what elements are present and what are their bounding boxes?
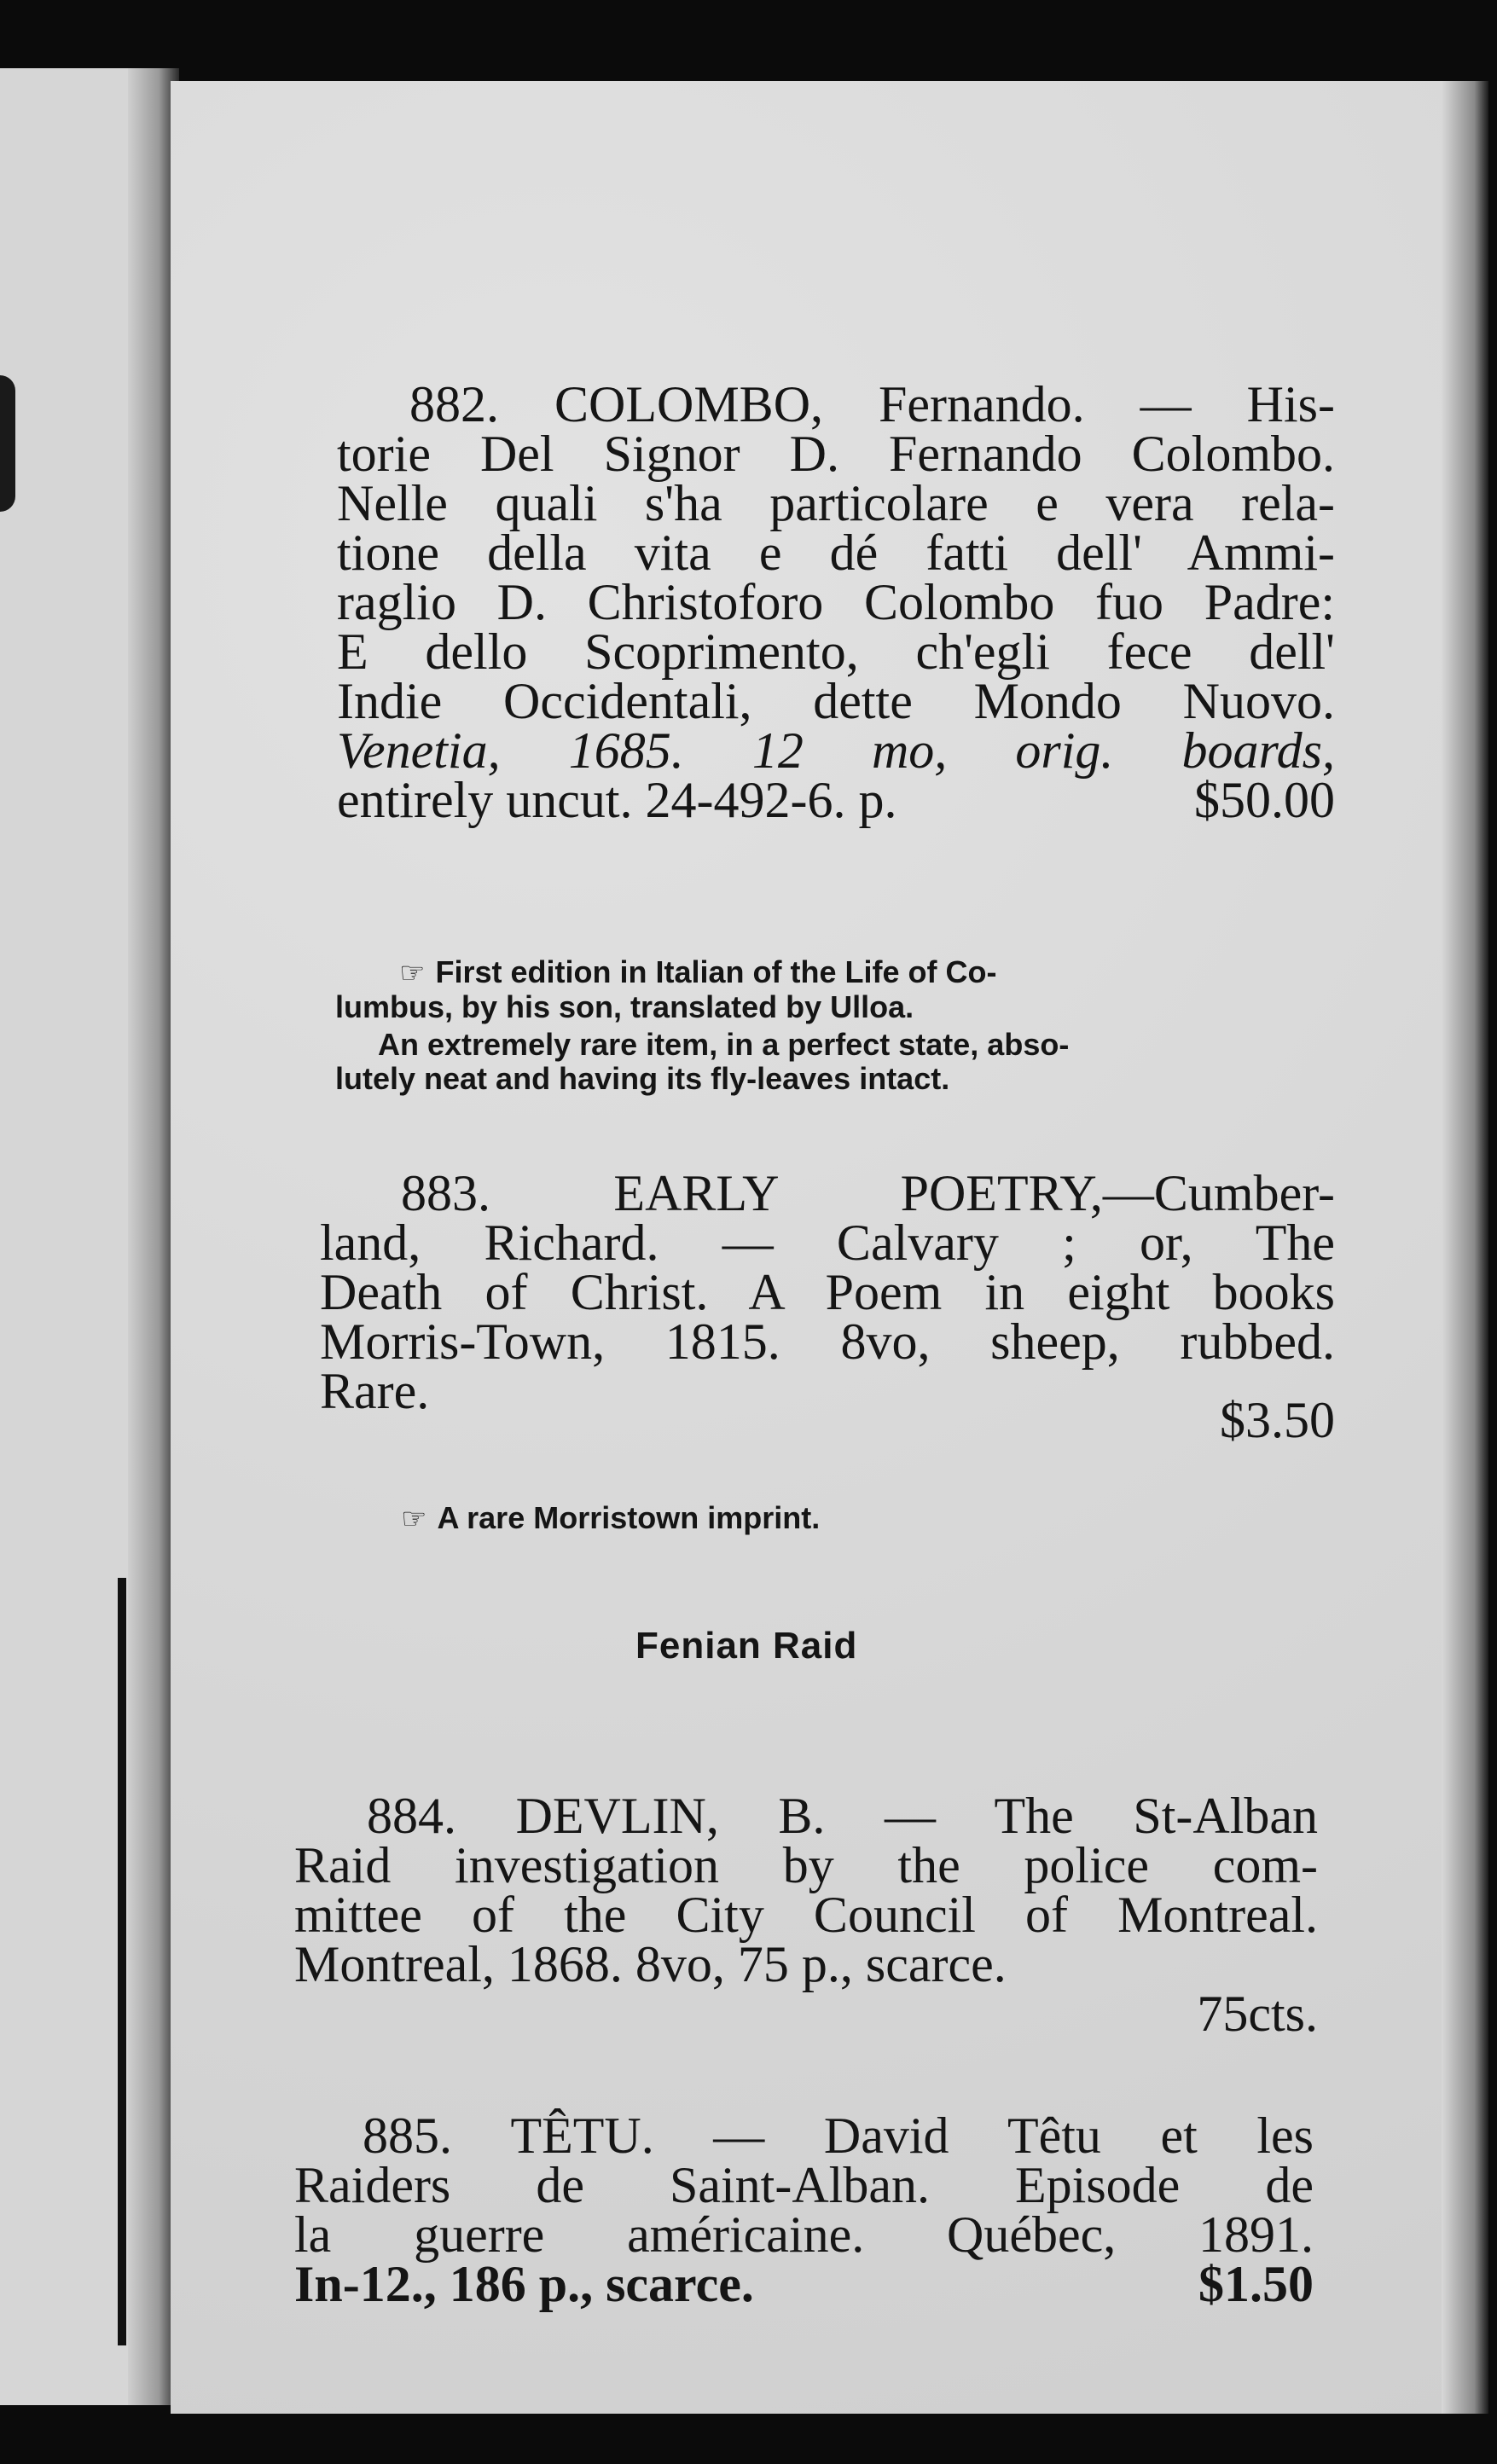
entry-882-line-6: E dello Scoprimento, ch'egli fece dell' — [337, 623, 1335, 680]
entry-882-line-7: Indie Occidentali, dette Mondo Nuovo. — [337, 673, 1335, 729]
entry-882-note-1-text: First edition in Italian of the Life of Co- — [435, 954, 997, 989]
entry-882-line-3: Nelle quali s'ha particolare e vera rela- — [337, 475, 1335, 531]
entry-883-note-1 — [401, 1501, 1169, 1536]
entry-882-line-9-text: entirely uncut. 24-492-6. p. — [337, 772, 897, 828]
entry-883 — [320, 1165, 1335, 1448]
entry-882-price: $50.00 — [1194, 772, 1335, 828]
entry-885-line-4-text: In-12., 186 p., scarce. — [294, 2256, 754, 2312]
entry-885 — [294, 2107, 1314, 2312]
entry-884-line-2: Raid investigation by the police com- — [294, 1837, 1318, 1893]
gutter-line — [118, 1578, 126, 2345]
entry-885-line-2: Raiders de Saint-Alban. Episode de — [294, 2157, 1314, 2213]
pointing-hand-icon: ☞ — [401, 1503, 427, 1535]
entry-884-line-3: mittee of the City Council of Montreal. — [294, 1887, 1318, 1943]
entry-882-line-8: Venetia, 1685. 12 mo, orig. boards, — [337, 722, 1335, 779]
entry-885-line-3: la guerre américaine. Québec, 1891. — [294, 2206, 1314, 2263]
entry-883-notes — [401, 1501, 1169, 1536]
entry-883-line-5: Rare. — [320, 1363, 430, 1419]
entry-882 — [337, 376, 1335, 828]
left-page-mark — [0, 375, 15, 512]
entry-883-line-3: Death of Christ. A Poem in eight books — [320, 1264, 1335, 1320]
page-right-edge — [1442, 81, 1488, 2414]
entry-883-price: $3.50 — [1220, 1392, 1335, 1448]
entry-883-line-2: land, Richard. — Calvary ; or, The — [320, 1215, 1335, 1271]
entry-884 — [294, 1788, 1318, 2042]
pointing-hand-icon: ☞ — [399, 957, 426, 989]
entry-884-line-1: 884. DEVLIN, B. — The St-Alban — [367, 1788, 1318, 1844]
entry-882-note-3: An extremely rare item, in a perfect state, abso- — [378, 1027, 1070, 1062]
entry-882-note-2: lumbus, by his son, translated by Ulloa. — [335, 989, 914, 1024]
section-heading: Fenian Raid — [635, 1625, 858, 1667]
entry-884-price: 75cts. — [1197, 1986, 1318, 2042]
entry-884-line-4: Montreal, 1868. 8vo, 75 p., scarce. — [294, 1936, 1007, 1992]
entry-882-line-4: tione della vita e dé fatti dell' Ammi- — [337, 525, 1335, 581]
entry-882-line-2: torie Del Signor D. Fernando Colombo. — [337, 426, 1335, 482]
entry-883-line-4: Morris-Town, 1815. 8vo, sheep, rubbed. — [320, 1313, 1335, 1370]
entry-885-price: $1.50 — [1198, 2256, 1314, 2312]
entry-882-line-9 — [337, 772, 1335, 828]
entry-882-note-4: lutely neat and having its fly-leaves intact. — [335, 1061, 950, 1096]
entry-883-note-1-text: A rare Morristown imprint. — [437, 1500, 821, 1535]
entry-885-line-4 — [294, 2256, 1314, 2312]
entry-882-note-1 — [335, 955, 1342, 990]
entry-882-line-1: 882. COLOMBO, Fernando. — His- — [409, 376, 1335, 432]
entry-882-line-5: raglio D. Christoforo Colombo fuo Padre: — [337, 574, 1335, 630]
entry-883-line-1: 883. EARLY POETRY,—Cumber- — [401, 1165, 1335, 1221]
entry-885-line-1: 885. TÊTU. — David Têtu et les — [363, 2107, 1314, 2164]
entry-882-notes — [335, 955, 1342, 1096]
